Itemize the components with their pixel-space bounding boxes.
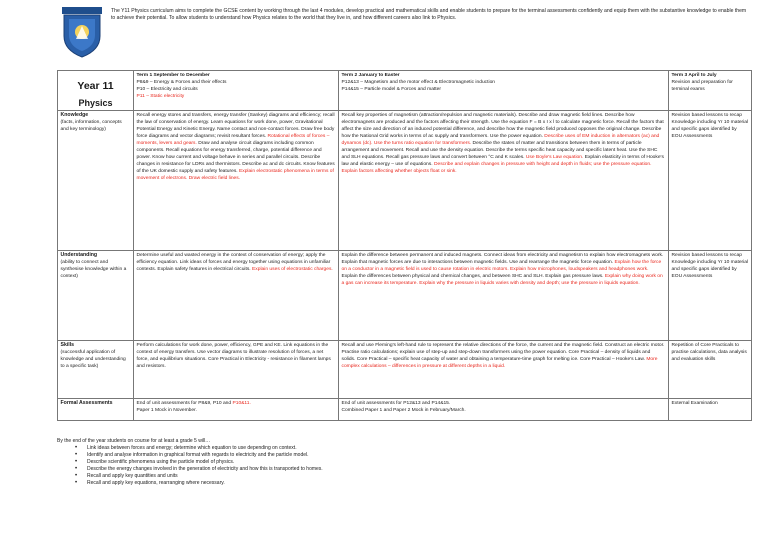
skills-term3: Repetition of Core Practicals to practise calculations, data analysis and evaluation skills (669, 341, 752, 399)
formal-assessments-row (58, 399, 752, 421)
cell-text-red: Explain uses of electrostatic charges. (252, 267, 333, 273)
cell-text-red: Explain how the force on a conductor in a magnetic field is used to cause rotation in electric motors. Explain how microphones, loudspeakers and headphones work. (341, 260, 662, 273)
understanding-term1 (134, 251, 339, 341)
row-description: (facts, information, concepts and key terminology) (60, 120, 122, 133)
cell-text: Determine useful and wasted energy in the context of conservation of energy; apply the efficiency equation. Link ideas of forces and energy together using equations in unfamiliar contexts. Explain safety features in electrical circuits. (136, 253, 331, 273)
term1-module: P8&9 – Energy & Forces and their effects (136, 80, 227, 86)
row-label: Formal Assessments (60, 400, 113, 406)
cell-text-red: Explain electrostatic phenomena in terms of movement of electrons. Draw electric field lines. (136, 169, 334, 182)
cell-text: Recall energy stores and transfers, energy transfer (Sankey) diagrams and efficiency; recall the law of conservation of energy. Learn equations for work done, power, Gravitational Potential Energy and Kinetic Energy. Name contact and non-contact forces. Draw free body force diagrams and vector diagrams; revisit resultant forces. (136, 113, 335, 140)
cell-text-red: More complex calculations – differences in pressure at different depths in a liquid. (341, 357, 658, 370)
skills-row (58, 341, 752, 399)
row-label: Skills (60, 342, 75, 348)
subject-title: Physics (78, 98, 113, 108)
understanding-term3: Revision based lessons to recap Knowledge including Yr 10 material and specific gaps identified by EOU Assessments (669, 251, 752, 341)
knowledge-term3: Revision based lessons to recap Knowledge including Yr 10 material and specific gaps identified by EOU Assessments (669, 111, 752, 251)
term2-module: P14&15 – Particle model & Forces and matter (341, 87, 441, 93)
knowledge-label-cell (58, 111, 134, 251)
year-title: Year 11 (77, 80, 114, 92)
outcome-item: • Recall and apply key equations, rearranging where necessary. (87, 480, 751, 487)
curriculum-intro-text: The Y11 Physics curriculum aims to complete the GCSE content by working through the last 4 modules, develop practical and mathematical skills and enable students to prepare for the terminal assessments confidently and equip them with the substantive knowledge to enable them to achieve their potential. To allow students to understand how Physics relates to the world that they live in, and how different careers also link to Physics. (111, 8, 747, 22)
curriculum-table (57, 70, 752, 421)
understanding-label-cell (58, 251, 134, 341)
term1-header (134, 71, 339, 111)
term1-module: P11 – Static electricity (136, 94, 185, 100)
knowledge-term2 (339, 111, 669, 251)
outcome-item: • Describe scientific phenomena using the particle model of physics. (87, 459, 751, 466)
outcome-item: • Link ideas between forces and energy; determine which equation to use depending on context. (87, 445, 751, 452)
term3-header (669, 71, 752, 111)
formal-label-cell (58, 399, 134, 421)
term3-title: Term 3 April to July (671, 73, 717, 78)
cell-text-red: P10&11. (232, 401, 251, 406)
cell-text: Describe the states of matter and transitions between them in terms of particle arrangement and movement. Recall and use the density equation. Describe the terms specific heat capacity and specific latent heat. Use the SHC and SLH equations. Recall gas pressure laws and convert between °C and K scales. (341, 141, 658, 161)
row-label: Knowledge (60, 112, 89, 118)
cell-text: Explain the difference between permanent and induced magnets. Connect ideas from electricity and magnetism to explain how electromagnets work. Explain that magnetic forces are due to interactions between magnetic fields. Use and rearrange the magnetic force equation. (341, 253, 664, 266)
cell-text-red: Explain why doing work on a gas can increase its temperature. Explain why the pressure in liquids varies with density and depth; use the pressure in liquids equation. (341, 274, 663, 287)
understanding-term2 (339, 251, 669, 341)
outcomes-intro: By the end of the year students on course for at least a grade 5 will… (57, 438, 211, 444)
outcome-item: • Recall and apply key quantities and units (87, 473, 751, 480)
term2-module: P12&13 – Magnetism and the motor effect & Electromagnetic induction (341, 80, 496, 86)
year-cell (58, 71, 134, 111)
formal-term2 (339, 399, 669, 421)
cell-text: Combined Paper 1 and Paper 2 Mock in February/March. (341, 408, 466, 414)
school-crest-logo (60, 6, 104, 58)
row-label: Understanding (60, 252, 98, 258)
cell-text: Explain the differences between physical and chemical changes, and between SHC and SLH. Explain gas pressure laws. (341, 274, 604, 280)
end-of-year-outcomes (57, 438, 751, 487)
row-description: (ability to connect and synthesise knowledge within a context) (60, 260, 127, 280)
understanding-row (58, 251, 752, 341)
cell-text: End of unit assessments for P12&13 and P14&15. (341, 401, 451, 406)
cell-text: Recall key properties of magnetism (attraction/repulsion and magnetic materials). Describe and draw magnetic field lines. Describe how electromagnets are produced and the factors affecting their strength. Use the equation F = B x I x l to calculate magnetic force. Recall the factors that affect the size and direction of an induced potential difference, and describe how the magnetic field produced opposes the original change. Describe how the National Grid works in terms of ac supply and transformers. Use the power equation. (341, 113, 664, 140)
term2-header (339, 71, 669, 111)
term1-title: Term 1 September to December (136, 73, 210, 78)
skills-term1: Perform calculations for work done, power, efficiency, GPE and KE. Link equations in the context of energy transfers. Use vector diagrams to illustrate resolution of forces, a net force, and equilibrium situations. Core Practical in Electricity - resistance in filament lamps and resistors. (134, 341, 339, 399)
cell-text-red: Describe uses of EM induction in alternators (ac) and dynamos (dc). Use the turns ratio equation for transformers. (341, 134, 660, 147)
skills-term2 (339, 341, 669, 399)
term3-module: Revision and preparation for terminal exams (671, 80, 733, 93)
outcome-item: • Describe the energy changes involved in the generation of electricity and how this is transported to homes. (87, 466, 751, 473)
knowledge-term1 (134, 111, 339, 251)
cell-text-red: Rotational effects of forces – moments, levers and gears. (136, 134, 330, 147)
cell-text: Draw and analyse circuit diagrams including common components. Recall equations for energy transferred, charge, potential difference and power. Know how current and voltage behave in series and parallel circuits. Describe changes in resistance for LDRs and thermistors. Describe ac and dc circuits. Know features of the UK domestic supply and safety features. (136, 141, 335, 175)
header-row (58, 71, 752, 111)
formal-term1 (134, 399, 339, 421)
skills-label-cell (58, 341, 134, 399)
cell-text: Recall and use Fleming's left-hand rule to represent the relative directions of the force, the current and the magnetic field. Construct an electric motor. Practise ratio calculations; explain use of step-up and step-down transformers using the power equation. Core Practical – density of liquids and solids. Core Practical – specific heat capacity of water and obtaining a temperature-time graph for melting ice. Core Practical – Hooke's Law. (341, 343, 665, 363)
cell-text: End of unit assessments for P8&9, P10 and (136, 401, 232, 406)
cell-text: Paper 1 Mock in November. (136, 408, 197, 414)
term1-module: P10 – Electricity and circuits (136, 87, 198, 93)
cell-text: Explain elasticity in terms of Hooke's law and elastic energy – use of equations. (341, 155, 664, 168)
outcome-item: • Identify and analyse information in graphical format with regards to electricity and the particle model. (87, 452, 751, 459)
row-description: (successful application of knowledge and understanding to a specific task) (60, 350, 126, 370)
knowledge-row (58, 111, 752, 251)
outcomes-list (57, 445, 751, 487)
cell-text-red: Describe and explain changes in pressure with height and depth in fluids; use the pressure equation. Explain factors affecting whether objects float or sink. (341, 162, 652, 175)
cell-text-red: Use Boyle's Law equation. (525, 155, 584, 161)
term2-title: Term 2 January to Easter (341, 73, 400, 78)
formal-term3: External Examination (669, 399, 752, 421)
